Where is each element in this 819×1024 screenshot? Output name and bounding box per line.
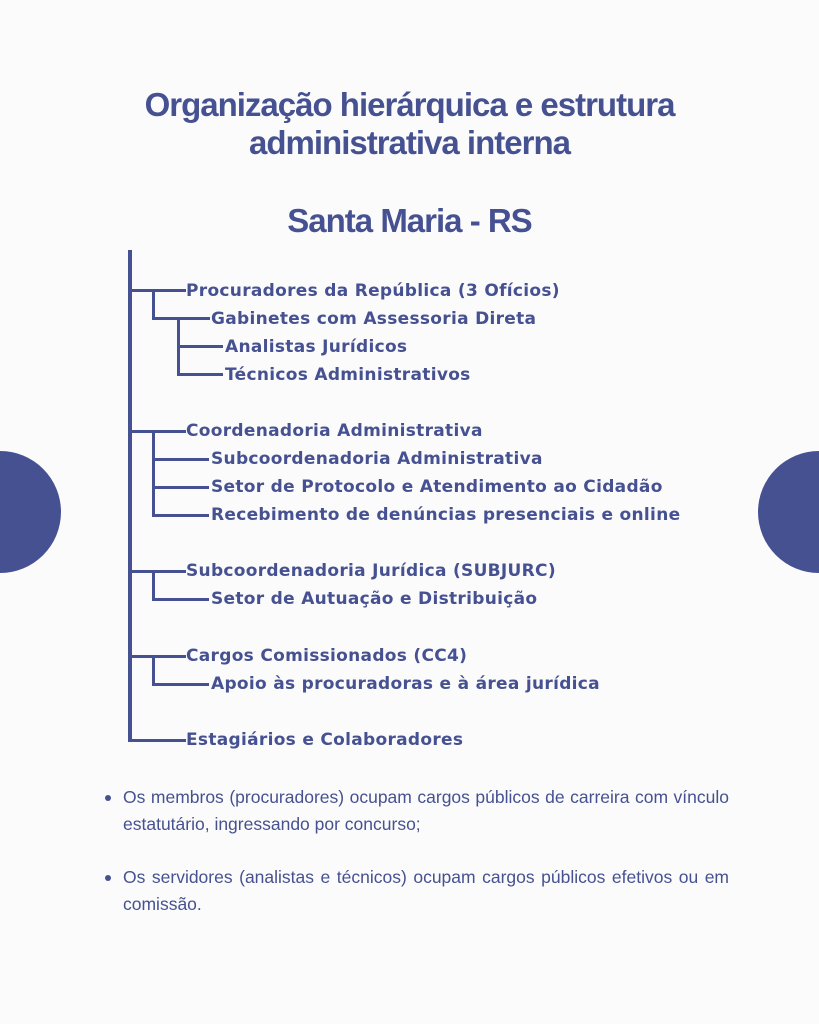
branch-line [128, 289, 186, 292]
bullet-icon [105, 795, 111, 801]
branch-line [128, 430, 186, 433]
node-autuacao: Setor de Autuação e Distribuição [211, 589, 538, 609]
node-denuncias: Recebimento de denúncias presenciais e online [211, 505, 681, 525]
node-gabinetes: Gabinetes com Assessoria Direta [211, 309, 537, 329]
node-analistas: Analistas Jurídicos [225, 337, 408, 357]
branch-line [152, 458, 209, 461]
node-protocolo: Setor de Protocolo e Atendimento ao Cidadão [211, 477, 663, 497]
node-cargos-comissionados: Cargos Comissionados (CC4) [186, 646, 468, 666]
trunk-line [128, 250, 132, 742]
notes-list [105, 784, 729, 944]
branch-line [152, 683, 209, 686]
title-line-2: administrativa interna [249, 124, 570, 161]
note-text: Os membros (procuradores) ocupam cargos públicos de carreira com vínculo estatutário, ingressando por concurso; [123, 787, 729, 834]
branch-line [152, 486, 209, 489]
node-subjurc: Subcoordenadoria Jurídica (SUBJURC) [186, 561, 556, 581]
sub-trunk-line [152, 430, 155, 517]
decorative-half-circle-right [758, 451, 819, 573]
branch-line [152, 514, 209, 517]
node-coordenadoria: Coordenadoria Administrativa [186, 421, 483, 441]
sub-trunk-line [152, 289, 155, 320]
decorative-half-circle-left [0, 451, 61, 573]
node-procuradores: Procuradores da República (3 Ofícios) [186, 281, 560, 301]
branch-line [128, 570, 186, 573]
sub-trunk-line [152, 570, 155, 601]
sub-trunk-line [152, 655, 155, 686]
node-apoio: Apoio às procuradoras e à área jurídica [211, 674, 600, 694]
page-title [0, 86, 819, 162]
branch-line [152, 317, 210, 320]
branch-line [128, 655, 186, 658]
node-estagiarios: Estagiários e Colaboradores [186, 730, 464, 750]
node-tecnicos: Técnicos Administrativos [225, 365, 471, 385]
page-subtitle: Santa Maria - RS [287, 202, 532, 239]
node-subcoordenadoria-administrativa: Subcoordenadoria Administrativa [211, 449, 543, 469]
branch-line [152, 598, 209, 601]
list-item [105, 784, 729, 838]
title-line-1: Organização hierárquica e estrutura [144, 86, 675, 123]
note-text: Os servidores (analistas e técnicos) ocupam cargos públicos efetivos ou em comissão. [123, 867, 729, 914]
branch-line [128, 739, 186, 742]
branch-line [177, 345, 223, 348]
branch-line [177, 373, 223, 376]
list-item [105, 864, 729, 918]
bullet-icon [105, 875, 111, 881]
